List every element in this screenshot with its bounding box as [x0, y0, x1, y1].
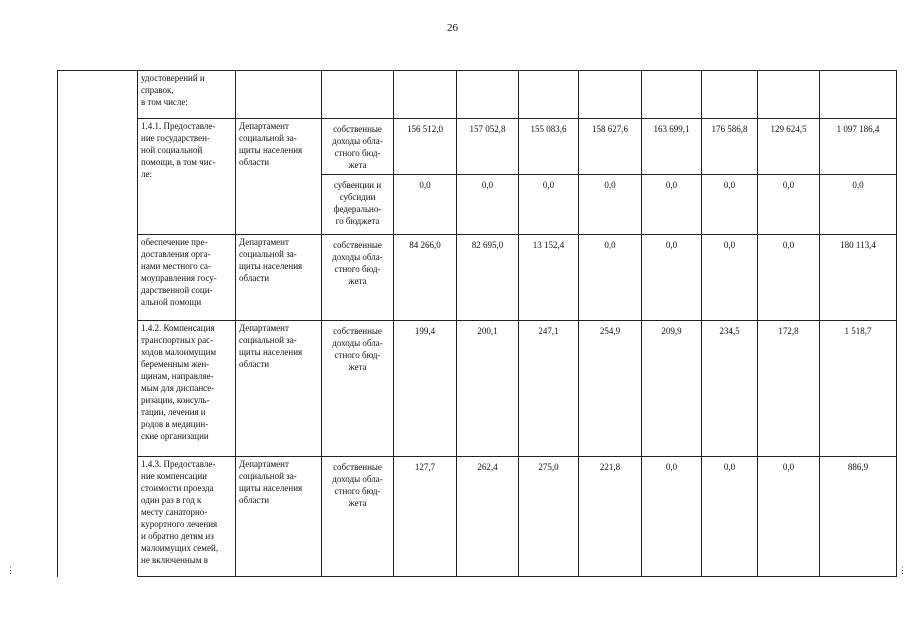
year-value: 209,9 [642, 321, 702, 457]
table-row [58, 321, 897, 457]
year-value: 200,1 [457, 321, 519, 457]
year-value: 0,0 [519, 175, 579, 235]
year-value [579, 71, 642, 119]
year-value: 13 152,4 [519, 235, 579, 321]
year-value: 0,0 [579, 175, 642, 235]
year-value: 157 052,8 [457, 119, 519, 175]
department [236, 71, 322, 119]
year-value: 0,0 [702, 235, 758, 321]
funding-source: собственные доходы обла- стного бюд- жета [322, 457, 394, 577]
scan-mark-right: ⋮ [898, 565, 907, 575]
year-value: 275,0 [519, 457, 579, 577]
year-value: 0,0 [579, 235, 642, 321]
year-value [702, 71, 758, 119]
total-value [820, 71, 897, 119]
year-value: 82 695,0 [457, 235, 519, 321]
margin-cell [58, 457, 138, 577]
year-value: 155 083,6 [519, 119, 579, 175]
funding-source: собственные доходы обла- стного бюд- жета [322, 321, 394, 457]
measure-name: обеспечение пре- доставления орга- нами местного са- моуправления госу- дарственной соци- альной помощи [138, 235, 236, 321]
year-value: 199,4 [394, 321, 457, 457]
year-value: 0,0 [394, 175, 457, 235]
year-value: 172,8 [758, 321, 820, 457]
funding-source: собственные доходы обла- стного бюд- жета [322, 119, 394, 175]
department: Департамент социальной за- щиты населения области [236, 321, 322, 457]
year-value: 0,0 [758, 457, 820, 577]
margin-cell [58, 321, 138, 457]
year-value: 176 586,8 [702, 119, 758, 175]
page-number: 26 [447, 22, 458, 34]
funding-source [322, 71, 394, 119]
year-value: 254,9 [579, 321, 642, 457]
table-row [58, 119, 897, 175]
year-value: 0,0 [642, 175, 702, 235]
measure-name: 1.4.3. Предоставле- ние компенсации стоимости проезда один раз в год к месту санаторно- курортного лечения и обратно детям из малоимущих семей, не включенным в [138, 457, 236, 577]
year-value: 0,0 [702, 175, 758, 235]
year-value: 127,7 [394, 457, 457, 577]
year-value: 0,0 [642, 457, 702, 577]
year-value: 0,0 [642, 235, 702, 321]
year-value: 129 624,5 [758, 119, 820, 175]
year-value: 163 699,1 [642, 119, 702, 175]
total-value: 1 518,7 [820, 321, 897, 457]
margin-cell [58, 71, 138, 119]
table-row [58, 235, 897, 321]
year-value: 221,8 [579, 457, 642, 577]
department: Департамент социальной за- щиты населения области [236, 235, 322, 321]
table-row [58, 71, 897, 119]
total-value: 0,0 [820, 175, 897, 235]
budget-table [57, 70, 897, 577]
funding-source: субвенции и субсидии федерально- го бюджета [322, 175, 394, 235]
margin-cell [58, 235, 138, 321]
year-value: 0,0 [702, 457, 758, 577]
year-value [758, 71, 820, 119]
measure-name: 1.4.2. Компенсация транспортных рас- ходов малоимущим беременным жен- щинам, направляе- мым для диспансе- ризации, консуль- тации, лечения и родов в медицин- ские организации [138, 321, 236, 457]
total-value: 1 097 186,4 [820, 119, 897, 175]
year-value: 262,4 [457, 457, 519, 577]
year-value [457, 71, 519, 119]
year-value: 247,1 [519, 321, 579, 457]
department: Департамент социальной за- щиты населения области [236, 457, 322, 577]
year-value [519, 71, 579, 119]
measure-name: 1.4.1. Предоставле- ние государствен- ной социальной помощи, в том чис- ле: [138, 119, 236, 235]
margin-cell [58, 119, 138, 235]
year-value: 234,5 [702, 321, 758, 457]
table-row [58, 457, 897, 577]
year-value: 0,0 [758, 175, 820, 235]
year-value: 158 627,6 [579, 119, 642, 175]
measure-name: удостоверений и справок, в том числе: [138, 71, 236, 119]
scan-mark-left: ⋮ [6, 565, 15, 575]
year-value [642, 71, 702, 119]
year-value: 84 266,0 [394, 235, 457, 321]
year-value: 0,0 [758, 235, 820, 321]
total-value: 180 113,4 [820, 235, 897, 321]
year-value: 156 512,0 [394, 119, 457, 175]
year-value [394, 71, 457, 119]
total-value: 886,9 [820, 457, 897, 577]
department: Департамент социальной за- щиты населения области [236, 119, 322, 235]
funding-source: собственные доходы обла- стного бюд- жета [322, 235, 394, 321]
year-value: 0,0 [457, 175, 519, 235]
